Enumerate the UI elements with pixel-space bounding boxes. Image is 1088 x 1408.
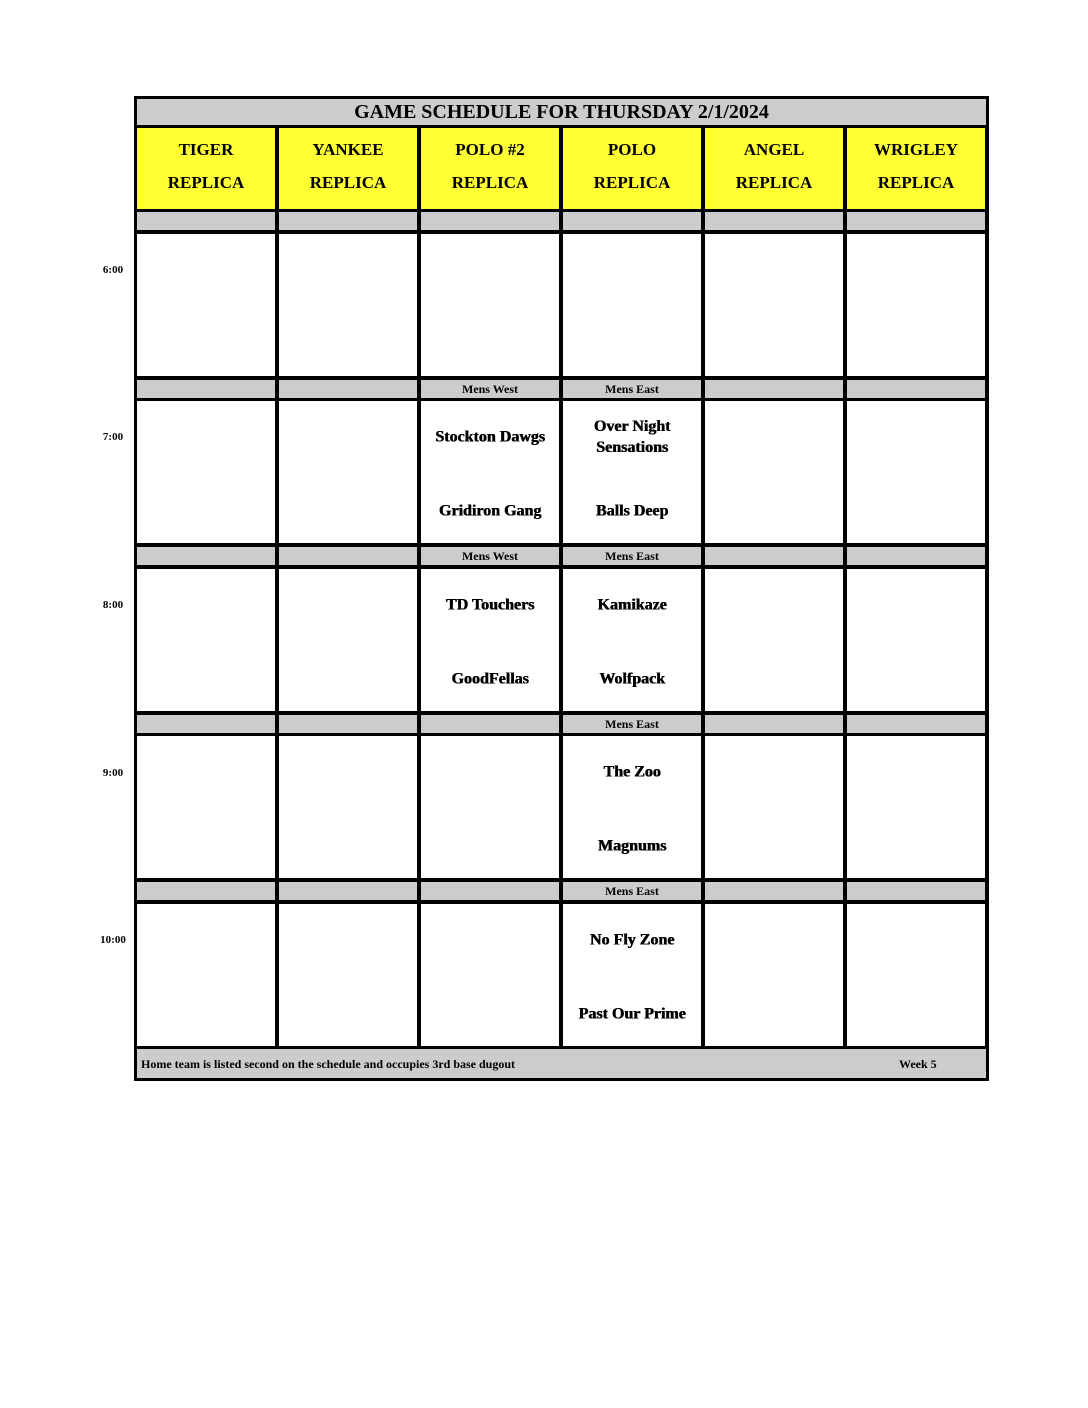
field-header [279, 128, 417, 209]
division-bar [279, 882, 417, 900]
division-bar [137, 882, 275, 900]
division-bar: Mens West [421, 547, 559, 565]
home-team: Magnums [597, 837, 667, 855]
game-cell [279, 736, 417, 878]
division-bar [279, 380, 417, 398]
week-label: Week 5 [899, 1057, 937, 1071]
game-cell [421, 736, 559, 878]
game-cell [137, 569, 275, 711]
division-bar [705, 547, 843, 565]
away-team: The Zoo [603, 763, 661, 781]
away-team: No Fly Zone [589, 931, 675, 949]
division-bar [421, 882, 559, 900]
schedule-grid [134, 96, 989, 1081]
division-bar [847, 212, 985, 230]
field-header [847, 128, 985, 209]
time-label: 9:00 [102, 767, 124, 779]
division-bar [563, 212, 701, 230]
game-cell [279, 904, 417, 1046]
division-bar [137, 380, 275, 398]
division-bar [137, 715, 275, 733]
division-bar: Mens East [563, 882, 701, 900]
game-cell [705, 904, 843, 1046]
game-cell [563, 401, 701, 543]
field-header [705, 128, 843, 209]
division-bar [847, 882, 985, 900]
field-subtitle: REPLICA [451, 173, 529, 192]
game-cell [563, 234, 701, 376]
field-subtitle: REPLICA [735, 173, 813, 192]
division-bar [705, 212, 843, 230]
game-cell [847, 904, 985, 1046]
game-cell [563, 904, 701, 1046]
game-cell [847, 736, 985, 878]
field-name: WRIGLEY [873, 140, 959, 159]
division-bar [847, 715, 985, 733]
field-subtitle: REPLICA [877, 173, 955, 192]
division-bar [847, 380, 985, 398]
home-team: Wolfpack [599, 670, 665, 688]
division-bar [705, 715, 843, 733]
game-cell [705, 234, 843, 376]
division-bar [279, 212, 417, 230]
game-cell [563, 736, 701, 878]
game-cell [137, 904, 275, 1046]
home-team: GoodFellas [451, 670, 529, 688]
division-bar: Mens East [563, 715, 701, 733]
home-team-note: Home team is listed second on the schedule and occupies 3rd base dugout [141, 1057, 516, 1071]
game-cell [705, 401, 843, 543]
game-cell [421, 234, 559, 376]
division-bar [279, 547, 417, 565]
division-bar [279, 715, 417, 733]
home-team: Past Our Prime [578, 1005, 686, 1023]
game-cell [137, 234, 275, 376]
game-cell [137, 736, 275, 878]
field-subtitle: REPLICA [309, 173, 387, 192]
away-team: Kamikaze [597, 596, 667, 614]
division-bar: Mens West [421, 380, 559, 398]
division-bar [705, 380, 843, 398]
field-subtitle: REPLICA [167, 173, 245, 192]
division-bar [137, 212, 275, 230]
game-cell [421, 401, 559, 543]
division-bar [705, 882, 843, 900]
time-label: 8:00 [102, 599, 124, 611]
away-team: Over Night Sensations [593, 418, 671, 456]
game-cell [847, 569, 985, 711]
field-name: POLO [607, 140, 657, 159]
division-bar [421, 212, 559, 230]
division-bar [137, 547, 275, 565]
game-cell [279, 401, 417, 543]
home-team: Gridiron Gang [438, 502, 542, 520]
time-label: 7:00 [102, 431, 124, 443]
division-bar [421, 715, 559, 733]
game-cell [421, 904, 559, 1046]
game-cell [279, 234, 417, 376]
game-cell [847, 401, 985, 543]
game-cell [847, 234, 985, 376]
home-team: Balls Deep [595, 502, 669, 520]
game-cell [137, 401, 275, 543]
division-bar [847, 547, 985, 565]
game-cell [563, 569, 701, 711]
game-cell [279, 569, 417, 711]
field-name: POLO #2 [455, 140, 525, 159]
page-title: GAME SCHEDULE FOR THURSDAY 2/1/2024 [137, 99, 986, 125]
game-cell [421, 569, 559, 711]
field-name: TIGER [178, 140, 234, 159]
away-team: TD Touchers [445, 596, 535, 614]
field-name: ANGEL [743, 140, 805, 159]
footer-bar [137, 1049, 986, 1078]
game-cell [705, 569, 843, 711]
time-label: 6:00 [102, 264, 124, 276]
away-team: Stockton Dawgs [435, 428, 545, 446]
field-name: YANKEE [312, 140, 384, 159]
field-header [421, 128, 559, 209]
field-header [137, 128, 275, 209]
division-bar: Mens East [563, 380, 701, 398]
game-cell [705, 736, 843, 878]
time-label: 10:00 [100, 934, 126, 946]
field-header [563, 128, 701, 209]
division-bar: Mens East [563, 547, 701, 565]
field-subtitle: REPLICA [593, 173, 671, 192]
